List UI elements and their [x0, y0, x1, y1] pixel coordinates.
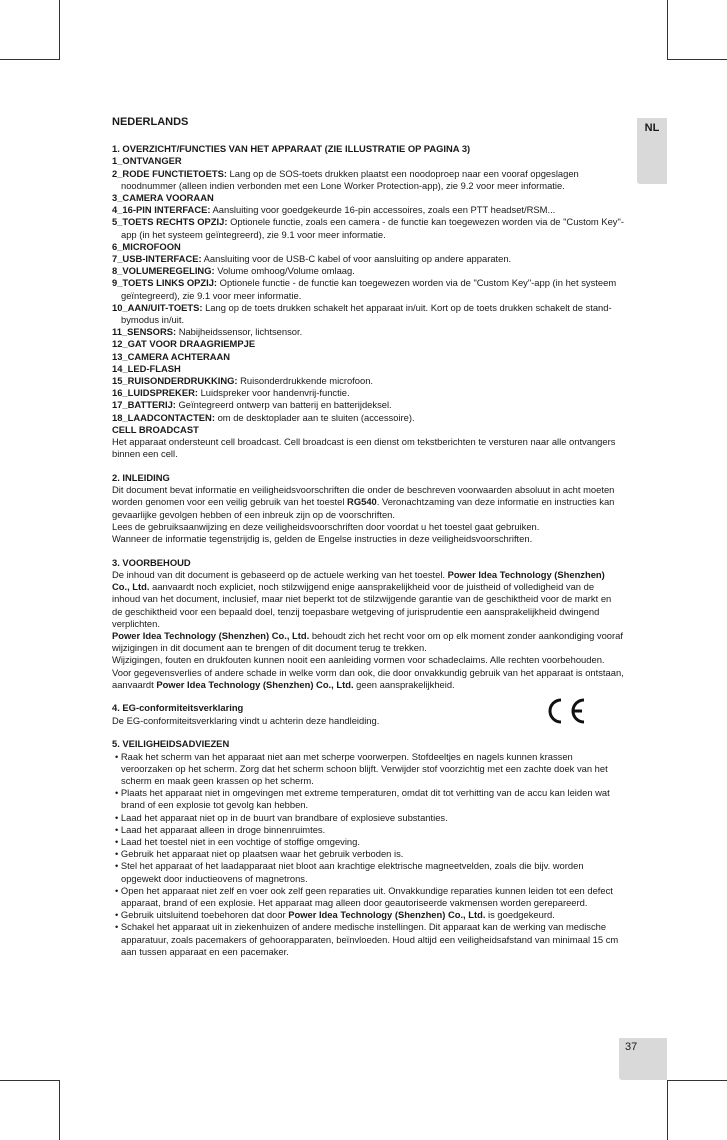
crop-mark-top-left-h	[0, 59, 60, 60]
feature-item	[112, 241, 624, 253]
safety-bullet: • Stel het apparaat of het laadapparaat niet bloot aan krachtige elektrische magneetvelden, zoals die bijv. worden opgewekt door inductieovens of magnetrons.	[115, 860, 584, 884]
safety-bullet: • Laad het apparaat alleen in droge binnenruimtes.	[115, 823, 326, 835]
ce-mark-icon	[542, 696, 588, 726]
feature-item-text: Ruisonderdrukkende microfoon.	[237, 375, 374, 387]
cell-broadcast-title: CELL BROADCAST	[112, 423, 199, 435]
feature-item-label: 17_BATTERIJ:	[112, 399, 176, 411]
section-2-title: 2. INLEIDING	[112, 471, 170, 483]
feature-item-label: 1_ONTVANGER	[112, 155, 182, 167]
feature-item-label: 15_RUISONDERDRUKKING:	[112, 375, 238, 387]
section-3-title: 3. VOORBEHOUD	[112, 556, 191, 568]
feature-item-label: 2_RODE FUNCTIETOETS:	[112, 167, 227, 179]
crop-mark-top-right-v	[667, 0, 668, 60]
feature-item	[112, 277, 624, 301]
crop-mark-bottom-right-v	[667, 1080, 668, 1140]
feature-item	[112, 265, 624, 277]
feature-item-label: 9_TOETS LINKS OPZIJ:	[112, 277, 218, 289]
safety-bullet: • Laad het toestel niet in een vochtige of stoffige omgeving.	[115, 835, 360, 847]
feature-item-label: 18_LAADCONTACTEN:	[112, 411, 215, 423]
conformity-block	[112, 702, 624, 726]
feature-item-label: 4_16-PIN INTERFACE:	[112, 204, 211, 216]
crop-mark-top-right-h	[667, 59, 727, 60]
intro-paragraph-1: Dit document bevat informatie en veiligheidsvoorschriften die onder de beschreven voorwaarden absoluut in acht moeten worden genomen voor een veilig gebruik van het toestel RG540. Veronachtzaming van deze informatie en instructies kan gevaarlijke gevolgen hebben of een inbreuk zijn op de voorschriften.	[112, 484, 615, 520]
crop-mark-bottom-left-h	[0, 1080, 60, 1081]
feature-item	[112, 192, 624, 204]
intro-paragraph-3: Wanneer de informatie tegenstrijdig is, gelden de Engelse instructies in deze veiligheidsvoorschriften.	[112, 533, 533, 544]
cell-broadcast-text: Het apparaat ondersteunt cell broadcast. Cell broadcast is een dienst om tekstberichten te versturen naar alle ontvangers binnen een cell.	[112, 436, 616, 460]
feature-item	[112, 338, 624, 350]
feature-item-text: Lang op de SOS-toets drukken plaatst een noodoproep naar een vooraf opgeslagen noodnummer (alleen indien verbonden met een Lone Worker Protection-app), zie 9.2 voor meer informatie.	[121, 167, 579, 191]
feature-item	[112, 216, 624, 240]
feature-item-text: om de desktoplader aan te sluiten (accessoire).	[214, 411, 415, 423]
language-tab: NL	[637, 118, 667, 184]
crop-mark-top-left-v	[59, 0, 60, 60]
feature-item	[112, 204, 624, 216]
feature-list	[112, 155, 624, 423]
conformity-text: De EG-conformiteitsverklaring vindt u achterin deze handleiding.	[112, 714, 380, 726]
safety-bullet: • Raak het scherm van het apparaat niet aan met scherpe voorwerpen. Stofdeeltjes en nagels kunnen krassen veroorzaken op het scherm. Zorg dat het scherm schoon blijft. Verwijder stof voorzichtig met een zachte doek van het scherm en maak geen krassen op het scherm.	[115, 750, 608, 786]
section-4-title: 4. EG-conformiteitsverklaring	[112, 702, 244, 714]
feature-item-label: 11_SENSORS:	[112, 326, 177, 338]
feature-item	[112, 253, 624, 265]
feature-item	[112, 351, 624, 363]
safety-list	[112, 751, 624, 910]
safety-bullet-medical: • Schakel het apparaat uit in ziekenhuizen of andere medische instellingen. Dit apparaat kan de werking van medische apparatuur, zoals pacemakers of gehoorapparaten, beïnvloeden. Houd altijd een veiligheidsafstand van minimaal 15 cm aan tussen apparaat en een pacemaker.	[115, 921, 619, 957]
feature-item	[112, 302, 624, 326]
feature-item	[112, 387, 624, 399]
intro-paragraph-2: Lees de gebruiksaanwijzing en deze veiligheidsvoorschriften door voordat u het toestel gaat gebruiken.	[112, 520, 540, 532]
feature-item-text: Aansluiting voor de USB-C kabel of voor aansluiting op andere apparaten.	[201, 253, 512, 265]
disclaimer-paragraph-4: Voor gegevensverlies of andere schade in welke vorm dan ook, die door onvakkundig gebruik van het apparaat is ontstaan, aanvaardt Power Idea Technology (Shenzhen) Co., Ltd. geen aansprakelijkheid.	[112, 666, 624, 690]
page-title: NEDERLANDS	[112, 116, 189, 128]
disclaimer-paragraph-1: De inhoud van dit document is gebaseerd op de actuele werking van het toestel. Power Idea Technology (Shenzhen) Co., Ltd. aanvaardt noch expliciet, noch stilzwijgend enige aansprakelijkheid voor de juistheid of volledigheid van de inhoud van het document, inclusief, maar niet beperkt tot de stilzwijgende garantie van de geschiktheid voor de markt en de geschiktheid voor een bepaald doel, tenzij toepasbare wetgeving of jurisprudentie een aansprakelijkheid dwingend verplichten.	[112, 568, 612, 629]
feature-item-label: 6_MICROFOON	[112, 240, 181, 252]
feature-item	[112, 399, 624, 411]
feature-item-label: 14_LED-FLASH	[112, 362, 181, 374]
feature-item-text: Volume omhoog/Volume omlaag.	[214, 265, 355, 277]
disclaimer-paragraph-2: Power Idea Technology (Shenzhen) Co., Ltd. behoudt zich het recht voor om op elk moment zonder aankondiging vooraf wijzigingen in dit document aan te brengen of dit document terug te trekken.	[112, 629, 623, 654]
feature-item	[112, 363, 624, 375]
feature-item-text: Luidspreker voor handenvrij-functie.	[197, 387, 350, 399]
safety-bullet: • Plaats het apparaat niet in omgevingen met extreme temperaturen, omdat dit tot verhitting van de accu kan leiden wat brand of een explosie tot gevolg kan hebben.	[115, 787, 610, 811]
feature-item-label: 13_CAMERA ACHTERAAN	[112, 350, 231, 362]
feature-item	[112, 412, 624, 424]
feature-item	[112, 375, 624, 387]
crop-mark-bottom-left-v	[59, 1080, 60, 1140]
feature-item-label: 5_TOETS RECHTS OPZIJ:	[112, 216, 228, 228]
feature-item-text: Optionele functie - de functie kan toegewezen worden via de "Custom Key"-app (in het systeem geïntegreerd), zie 9.1 voor meer informatie.	[121, 277, 617, 301]
section-5-title: 5. VEILIGHEIDSADVIEZEN	[112, 738, 230, 750]
safety-bullet-accessories: • Gebruik uitsluitend toebehoren dat door Power Idea Technology (Shenzhen) Co., Ltd. is goedgekeurd.	[115, 909, 555, 921]
disclaimer-paragraph-3: Wijzigingen, fouten en drukfouten kunnen nooit een aanleiding vormen voor schadeclaims. Alle rechten voorbehouden.	[112, 654, 605, 666]
page-number: 37	[619, 1038, 667, 1080]
feature-item-label: 8_VOLUMEREGELING:	[112, 265, 215, 277]
feature-item-label: 10_AAN/UIT-TOETS:	[112, 301, 203, 313]
feature-item-label: 7_USB-INTERFACE:	[112, 253, 202, 265]
feature-item	[112, 155, 624, 167]
crop-mark-bottom-right-h	[667, 1080, 727, 1081]
safety-bullet: • Open het apparaat niet zelf en voer ook zelf geen reparaties uit. Onvakkundige reparaties kunnen leiden tot een defect apparaat, brand of een explosie. Het apparaat mag alleen door geautoriseerde vakmensen worden gerepareerd.	[115, 884, 613, 908]
safety-bullet: • Gebruik het apparaat niet op plaatsen waar het gebruik verboden is.	[115, 848, 404, 860]
feature-item-text: Optionele functie, zoals een camera - de functie kan toegewezen worden via de "Custom Key"-app (in het systeem geïntegreerd), zie 9.1 voor meer informatie.	[121, 216, 624, 240]
feature-item-text: Lang op de toets drukken schakelt het apparaat in/uit. Kort op de toets drukken schakelt de stand-bymodus in/uit.	[121, 301, 612, 326]
feature-item-text: Aansluiting voor goedgekeurde 16-pin accessoires, zoals een PTT headset/RSM...	[210, 204, 556, 216]
document-body	[112, 116, 624, 958]
feature-item-text: Nabijheidssensor, lichtsensor.	[176, 326, 303, 338]
feature-item-label: 12_GAT VOOR DRAAGRIEMPJE	[112, 338, 256, 350]
feature-item	[112, 168, 624, 192]
feature-item	[112, 326, 624, 338]
feature-item-text: Geïntegreerd ontwerp van batterij en batterijdeksel.	[175, 399, 392, 411]
section-1-title: 1. OVERZICHT/FUNCTIES VAN HET APPARAAT (ZIE ILLUSTRATIE OP PAGINA 3)	[112, 143, 471, 155]
feature-item-label: 16_LUIDSPREKER:	[112, 387, 198, 399]
feature-item-label: 3_CAMERA VOORAAN	[112, 192, 214, 204]
safety-bullet: • Laad het apparaat niet op in de buurt van brandbare of explosieve substanties.	[115, 811, 448, 823]
